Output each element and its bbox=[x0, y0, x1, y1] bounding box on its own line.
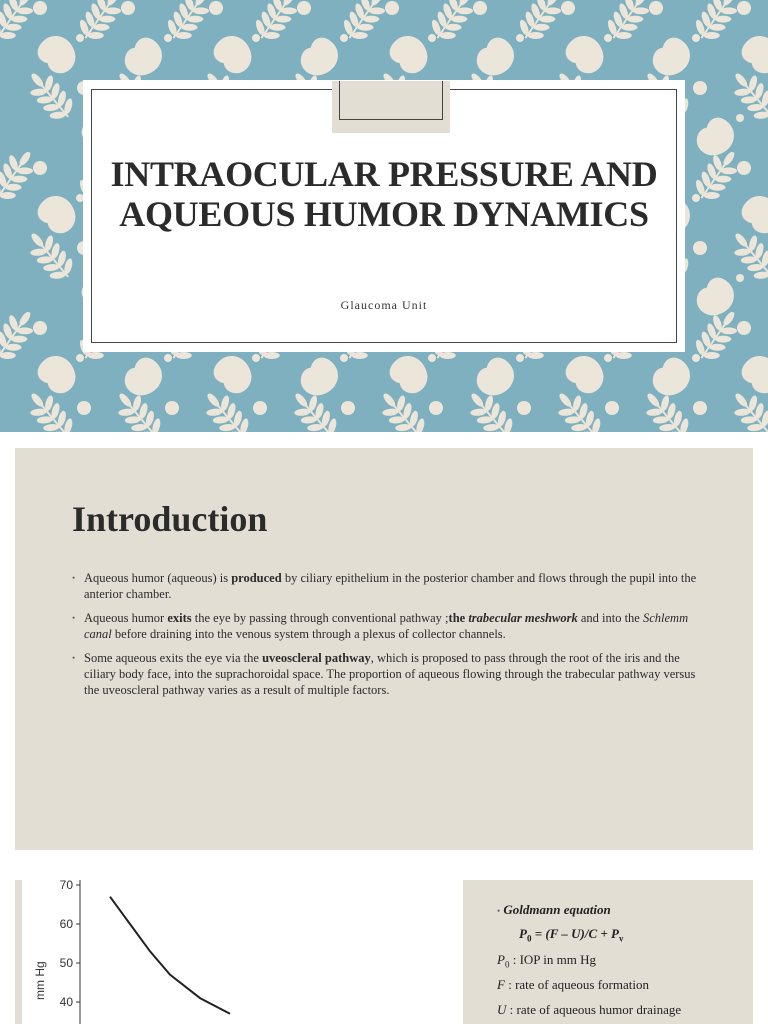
introduction-slide bbox=[15, 448, 753, 850]
title-slide bbox=[0, 0, 768, 432]
definition-text: : rate of aqueous humor drainage bbox=[506, 1002, 682, 1017]
y-tick-label: 50 bbox=[59, 956, 73, 970]
equation-rhs: = (F – U)/C + P bbox=[531, 926, 619, 941]
y-axis-label: mm Hg bbox=[33, 961, 47, 1000]
iop-curve bbox=[110, 897, 230, 1014]
bullet-text-run: and into the bbox=[577, 611, 643, 625]
bullet-text-run: the eye by passing through conventional pathway ; bbox=[191, 611, 449, 625]
bullet-icon: • bbox=[72, 613, 76, 623]
bullet-text-run: exits bbox=[167, 611, 192, 625]
definition-text: : IOP in mm Hg bbox=[509, 952, 597, 967]
equation-lhs: P bbox=[519, 926, 527, 941]
definition-row bbox=[497, 952, 596, 970]
intro-bullet-item bbox=[72, 570, 702, 602]
bullet-text-run: Schlemm canal bbox=[84, 611, 689, 641]
bullet-text-run: trabecular meshwork bbox=[468, 611, 578, 625]
bullet-text-run: Aqueous humor (aqueous) is bbox=[84, 571, 232, 585]
definition-row bbox=[497, 977, 649, 993]
title-tab bbox=[332, 81, 450, 133]
bullet-text-run: the bbox=[448, 611, 469, 625]
goldmann-equation bbox=[519, 926, 623, 944]
definition-row bbox=[497, 1002, 681, 1018]
title-card bbox=[83, 80, 685, 352]
title-card-frame bbox=[91, 89, 677, 343]
slide-edge-band bbox=[15, 880, 22, 1024]
bullet-text-run: uveoscleral pathway bbox=[262, 651, 371, 665]
definition-symbol-sub: 0 bbox=[504, 959, 510, 970]
intro-heading: Introduction bbox=[72, 499, 268, 539]
bullet-icon: • bbox=[497, 906, 501, 916]
y-tick-label: 70 bbox=[59, 880, 73, 892]
bullet-text-run: Some aqueous exits the eye via the bbox=[84, 651, 263, 665]
iop-chart bbox=[22, 880, 322, 1024]
bullet-text-run: by ciliary epithelium in the posterior chamber and flows through the pupil into the anterior chamber. bbox=[84, 571, 697, 601]
goldmann-slide bbox=[15, 880, 753, 1024]
equation-title: Goldmann equation bbox=[503, 902, 611, 917]
intro-bullet-list bbox=[72, 570, 702, 706]
equation-rhs-sub: v bbox=[618, 933, 624, 944]
bullet-text-run: , which is proposed to pass through the root of the iris and the ciliary body face, into the suprachoroidal space. The proportion of aqueous flowing through the trabecular pathway versus the uveoscleral pathway varies as a result of multiple factors. bbox=[84, 651, 696, 697]
intro-bullet-item bbox=[72, 650, 702, 698]
definition-symbol: P bbox=[497, 952, 505, 967]
equation-panel bbox=[463, 880, 753, 1024]
definition-symbol: F bbox=[497, 977, 505, 992]
y-tick-label: 60 bbox=[59, 917, 73, 931]
slide-subtitle: Glaucoma Unit bbox=[340, 298, 428, 312]
bullet-text-run: produced bbox=[231, 571, 282, 585]
equation-title-row bbox=[497, 902, 611, 918]
intro-bullet-item bbox=[72, 610, 702, 642]
equation-lhs-sub: 0 bbox=[526, 933, 532, 944]
slide-title: INTRAOCULAR PRESSURE AND AQUEOUS HUMOR DYNAMICS bbox=[110, 154, 658, 234]
bullet-text-run: before draining into the venous system through a plexus of collector channels. bbox=[111, 627, 506, 641]
y-tick-label: 40 bbox=[59, 995, 73, 1009]
definition-symbol: U bbox=[497, 1002, 507, 1017]
bullet-icon: • bbox=[72, 653, 76, 663]
bullet-text-run: Aqueous humor bbox=[84, 611, 168, 625]
bullet-icon: • bbox=[72, 573, 76, 583]
definition-text: : rate of aqueous formation bbox=[504, 977, 649, 992]
